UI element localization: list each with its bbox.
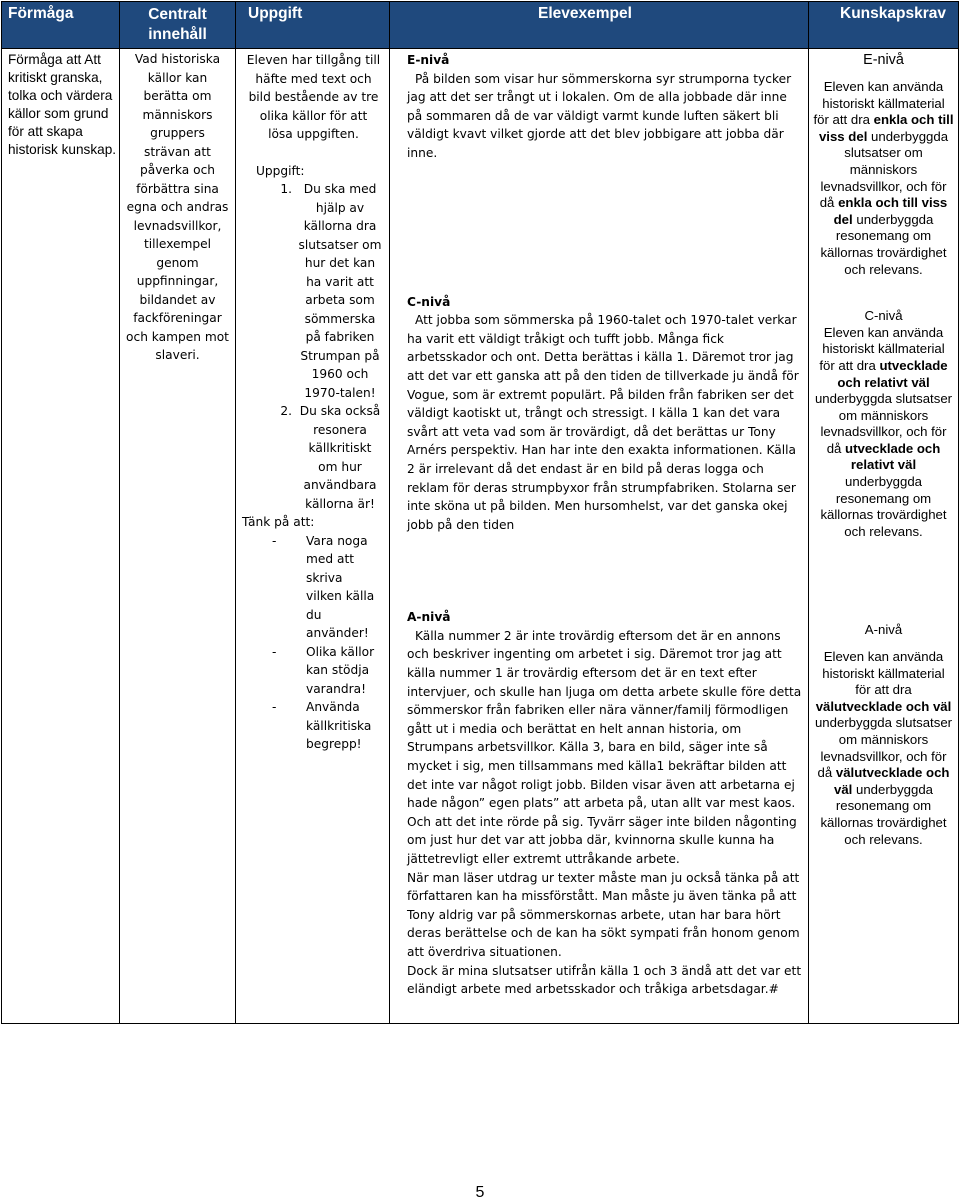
header-row: [2, 2, 959, 49]
elev-e-text: På bilden som visar hur sömmerskorna syr strumporna tycker jag att det ser trångt ut i lokalen. Om de alla jobbade där inne på sommaren då de var väldigt varmt kunde luften säkert bli väldigt kvavt vilket gjorde att det blev jobbigare att jobba där inne.: [407, 71, 792, 160]
uppgift-intro: Eleven har tillgång till häfte med text och bild bestående av tre olika källor för att lösa uppgiften.: [246, 53, 381, 141]
uppgift-item-2-text: Du ska också resonera källkritiskt om hur användbara källorna är!: [299, 404, 381, 511]
centralt-cell: [120, 49, 236, 1024]
elev-c-label: C-nivå: [407, 294, 451, 309]
uppgift-item-2: [242, 402, 385, 513]
uppgift-item-2-num: 2.: [280, 404, 292, 418]
think-item-3: - Använda källkritiska begrepp!: [242, 698, 385, 754]
header-uppgift: Uppgift: [236, 2, 390, 49]
header-elevexempel: Elevexempel: [390, 2, 809, 49]
header-kunskapskrav: Kunskapskrav: [809, 2, 959, 49]
think-item-2-text: Olika källor kan stödja varandra!: [306, 644, 375, 696]
content-row: [2, 49, 959, 1024]
think-item-1-text: Vara noga med att skriva vilken källa du använder!: [306, 533, 375, 640]
krav-a-label: A-nivå: [864, 622, 903, 638]
uppgift-item-1-num: 1.: [280, 182, 292, 196]
uppgift-cell: [236, 49, 390, 1024]
elev-c-text: Att jobba som sömmerska på 1960-talet och 1970-talet verkar ha varit ett väldigt tråkigt och tufft jobb. Många fick arbetsskador och ont. Detta berättas i källa 1. Däremot tror jag att det var ett ganska att på den tiden de tillverkade ju ändå för Vogue, som är extremt populärt. På bilden från fabriken ser det väldigt kaotiskt ut, trångt och stressigt. I källa 1 kan det vara svårt att veta vad som är trovärdigt, då det berättas ur Tony Arnérs perspektiv. Han har inte den exakta informationen. Källa 2 är irrelevant då det endast är en bild på deras logga och reklam för deras strumpbyxor från strumpfabriken. Stolarna ser inte sköna ut på bilden. Men hursomhelst, var det ganska okej jobb på den tiden: [407, 313, 799, 532]
formaga-text: Förmåga att Att kritiskt granska, tolka och värdera källor som grund för att skapa historisk kunskap.: [8, 52, 117, 158]
kunskapskrav-cell: [809, 49, 959, 1024]
uppgift-item-1: [242, 180, 385, 402]
header-centralt-innehall: Centralt innehåll: [120, 2, 236, 49]
krav-e-text: Eleven kan använda historiskt källmaterial för att dra enkla och till viss del underbyggda slutsatser om människors levnadsvillkor, och för då enkla och till viss del underbyggda resonemang om källornas trovärdighet och relevans.: [813, 79, 954, 277]
formaga-cell: [2, 49, 120, 1024]
page-number: 5: [475, 1184, 485, 1201]
think-item-1: - Vara noga med att skriva vilken källa du använder!: [242, 532, 385, 643]
krav-c-label: C-nivå: [864, 308, 903, 324]
krav-c-text: Eleven kan använda historiskt källmaterial för att dra utvecklade och relativt väl underbyggda slutsatser om människors levnadsvillkor, och för då utvecklade och relativt väl underbyggda resonemang om källornas trovärdighet och relevans.: [814, 324, 953, 539]
elev-a-text-3: Dock är mina slutsatser utifrån källa 1 och 3 ändå att det var ett eländigt arbete med arbetsskador och tråkiga arbetsdagar.#: [407, 963, 802, 997]
assessment-table: [1, 1, 959, 1024]
elevexempel-cell: [390, 49, 809, 1024]
think-label: Tänk på att:: [242, 515, 315, 529]
centralt-text: Vad historiska källor kan berätta om människors gruppers strävan att påverka och förbättra sina egna och andras levnadsvillkor, tillexempel genom uppfinningar, bildandet av fackföreningar och kampen mot slaveri.: [126, 52, 229, 362]
elev-a-text-1: Källa nummer 2 är inte trovärdig eftersom det är en annons och beskriver ingenting om arbetet i sig. Däremot tror jag att källa nummer 1 är trovärdig eftersom det är en text efter intervjuer, och skulle han ljuga om detta arbete skulle före detta sömmerskor från fabriken eller nära vänner/familj förmodligen gått ut i media och berättat en helt annan historia, om Strumpans arbetsvillkor. Källa 3, bara en bild, säger inte så mycket i sig, men tillsammans med källa1 bekräftar bilden att det inte var något roligt jobb. Bilden visar även att arbetarna ej hade någon” egen plats” att arbeta på, utan allt var mest kaos. Och att det inte rörde på sig. Tyvärr säger inte bilden någonting om just hur det var att jobba där, kvinnorna skulle kunna ha jättetrevligt eller extremt uttråkande arbete.: [407, 628, 802, 866]
elev-a-label: A-nivå: [407, 610, 451, 625]
uppgift-label: Uppgift:: [256, 163, 305, 178]
think-item-2: - Olika källor kan stödja varandra!: [242, 643, 385, 699]
uppgift-item-1-text: Du ska med hjälp av källorna dra slutsatser om hur det kan ha varit att arbeta som sömmerska på fabriken Strumpan på 1960 och 1970-talen!: [298, 182, 382, 400]
krav-a-text: Eleven kan använda historiskt källmaterial för att dra välutvecklade och väl underbyggda slutsatser om människors levnadsvillkor, och för då välutvecklade och väl underbyggda resonemang om källornas trovärdighet och relevans.: [814, 649, 953, 847]
elev-e-label: E-nivå: [407, 53, 450, 67]
elev-a-text-2: När man läser utdrag ur texter måste man ju också tänka på att författaren kan ha missförstått. Man måste ju även tänka på att Tony aldrig var på sömmerskornas arbete, utan har bara hört deras berättelse och de kan ha sökt sympati från honom genom att överdriva situationen.: [407, 870, 800, 959]
krav-e-label: E-nivå: [863, 52, 904, 68]
think-item-3-text: Använda källkritiska begrepp!: [306, 700, 372, 751]
header-formaga: Förmåga: [2, 2, 120, 49]
